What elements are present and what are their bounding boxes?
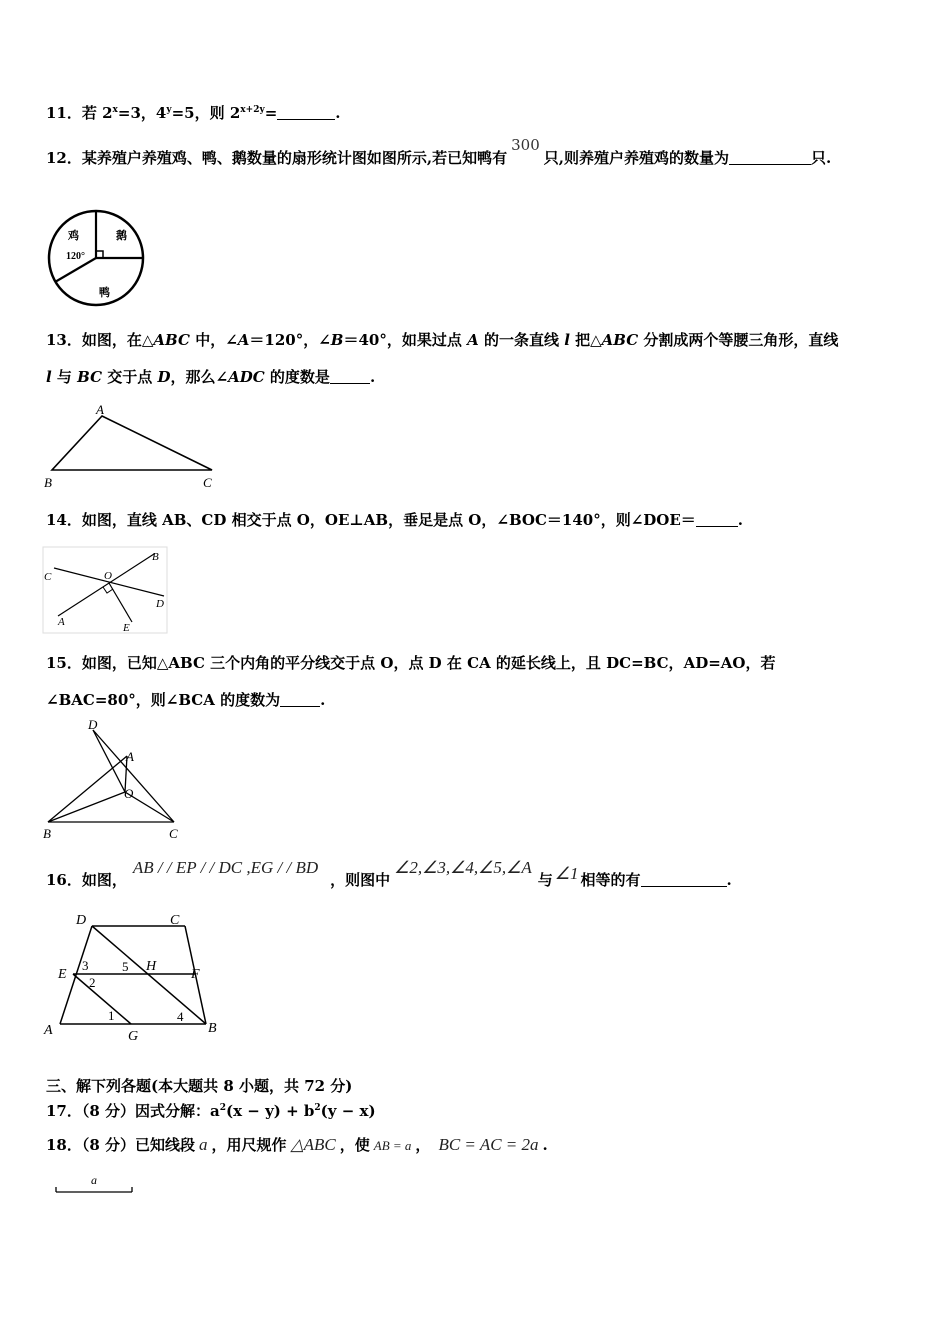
question-16: 16．如图，AB / / EP / / DC ,EG / / BD，则图中∠2,∠3,∠4,∠5,∠A与 ∠1 相等的有 . <box>46 858 732 889</box>
label-B: B <box>43 826 51 840</box>
label-E: E <box>123 622 130 634</box>
q16-angle-1: ∠1 <box>554 864 579 883</box>
angle-label-4: 4 <box>177 1009 184 1024</box>
pie-label-goose: 鹅 <box>116 230 127 242</box>
section-3-title: 三、解下列各题(本大题共 8 小题，共 72 分) <box>46 1077 353 1095</box>
question-13-line-1: 13．如图，在△ABC 中，∠A＝120°，∠B＝40°，如果过点 A 的一条直线 l 把△ABC 分割成两个等腰三角形，直线 <box>46 331 839 349</box>
question-18: 18．（8 分）已知线段 a ，用尺规作 △ABC ，使 AB = a ， BC = AC = 2a . <box>46 1135 548 1154</box>
label-D: D <box>156 598 164 610</box>
q16-trapezoid-figure <box>40 908 225 1042</box>
q13-triangle-figure <box>40 400 225 492</box>
label-D: D <box>88 717 98 732</box>
q17-number: 17． <box>46 1102 82 1120</box>
pie-label-chicken: 鸡 <box>68 230 79 242</box>
q13-number: 13． <box>46 331 82 349</box>
q16-parallel-conditions: AB / / EP / / DC ,EG / / BD <box>132 858 319 877</box>
label-B: B <box>44 475 52 490</box>
q15-angle-bisector-figure <box>40 716 190 840</box>
question-15-line-2: ∠BAC=80°，则∠BCA 的度数为 . <box>46 691 326 709</box>
q12-pie-chart <box>44 206 150 310</box>
q16-answer-blank <box>641 872 727 887</box>
q18-number: 18． <box>46 1136 82 1154</box>
q14-answer-blank <box>696 512 738 527</box>
q16-number: 16． <box>46 871 82 889</box>
q14-number: 14． <box>46 511 82 529</box>
question-17: 17．（8 分）因式分解：$a^2(x - y) + b^2(y - x)$ <box>46 1102 376 1120</box>
line-dc <box>93 730 174 822</box>
q15-number: 15． <box>46 654 82 672</box>
q13-answer-blank <box>330 369 370 384</box>
q15-answer-blank <box>280 692 320 707</box>
segment-label: a <box>91 1173 97 1187</box>
line-eg <box>73 974 131 1024</box>
label-F: F <box>191 967 200 982</box>
label-A: A <box>126 749 134 764</box>
pie-label-duck: 鸭 <box>99 287 110 299</box>
label-B: B <box>152 551 159 563</box>
q12-number: 12． <box>46 149 82 167</box>
question-11: 11．若 $2^x=3$，$4^y=5$，则 $2^{x+2y}=$ . <box>46 104 341 122</box>
angle-label-1: 1 <box>108 1008 115 1023</box>
q12-duck-count: 300 <box>511 136 540 154</box>
label-C: C <box>169 826 178 840</box>
q12-answer-blank <box>729 150 811 165</box>
line-ab <box>58 554 154 616</box>
label-O: O <box>124 786 134 801</box>
q14-intersecting-lines-figure <box>42 546 168 634</box>
angle-label-3: 3 <box>82 958 89 973</box>
label-A: A <box>58 616 65 628</box>
q18-segment-a-figure <box>54 1172 138 1198</box>
label-A: A <box>44 1023 53 1038</box>
q11-number: 11． <box>46 104 82 122</box>
angle-label-5: 5 <box>122 959 129 974</box>
question-15-line-1: 15．如图，已知△ABC 三个内角的平分线交于点 O，点 D 在 CA 的延长线上，且 DC=BC，AD=AO，若 <box>46 654 776 672</box>
angle-label-2: 2 <box>89 975 96 990</box>
q16-angle-list: ∠2,∠3,∠4,∠5,∠A <box>394 858 532 877</box>
line-bo <box>48 792 125 822</box>
label-O: O <box>104 570 112 582</box>
question-13-line-2: l 与 BC 交于点 D，那么∠ADC 的度数是 . <box>46 368 376 386</box>
label-D: D <box>76 913 87 928</box>
line-ba <box>48 756 127 822</box>
label-G: G <box>128 1029 139 1042</box>
label-C: C <box>44 571 52 583</box>
triangle-abc <box>52 416 212 470</box>
label-B: B <box>208 1021 217 1036</box>
pie-angle-label: 120° <box>66 251 85 262</box>
label-E: E <box>58 967 67 982</box>
label-H: H <box>146 959 157 974</box>
question-12: 12．某养殖户养殖鸡、鸭、鹅数量的扇形统计图如图所示,若已知鸭有300只,则养殖户养殖鸡的数量为 只. <box>46 136 832 167</box>
label-A: A <box>96 402 104 417</box>
question-14: 14．如图，直线 AB、CD 相交于点 O，OE⊥AB，垂足是点 O，∠BOC＝140°，则∠DOE＝ . <box>46 511 744 529</box>
label-C: C <box>203 475 212 490</box>
label-C: C <box>170 913 180 928</box>
q11-answer-blank <box>277 105 335 120</box>
